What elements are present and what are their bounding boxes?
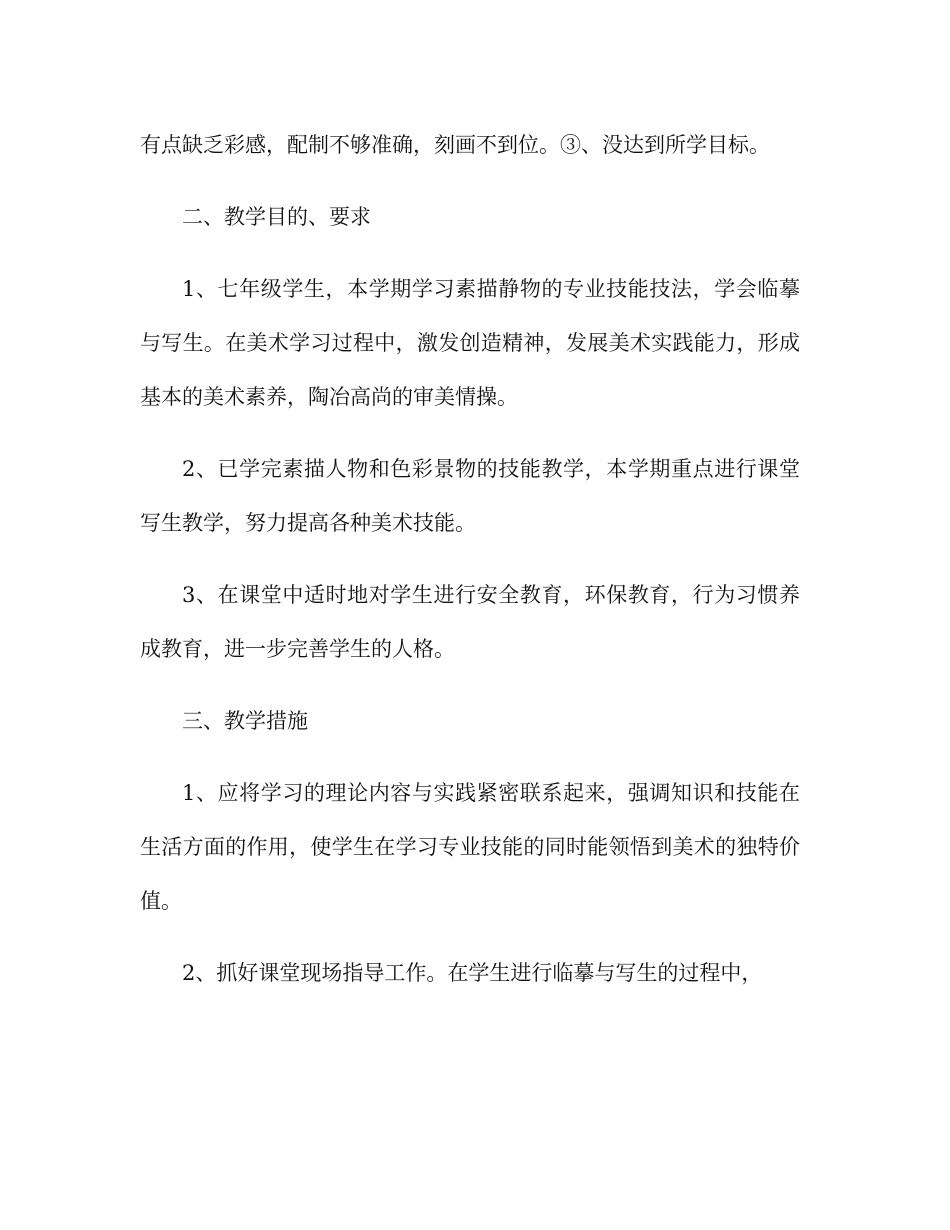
- paragraph-measure-2: 2、抓好课堂现场指导工作。在学生进行临摹与写生的过程中，: [182, 961, 763, 985]
- section-heading-measures: 三、教学措施: [182, 709, 308, 733]
- section-heading-objectives: 二、教学目的、要求: [182, 205, 371, 229]
- paragraph-objective-2: 2、已学完素描人物和色彩景物的技能教学，本学期重点进行课堂写生教学，努力提高各种美术技能。: [140, 457, 800, 535]
- paragraph-objective-1: 1、七年级学生，本学期学习素描静物的专业技能技法，学会临摹与写生。在美术学习过程中，激发创造精神，发展美术实践能力，形成基本的美术素养，陶冶高尚的审美情操。: [140, 277, 800, 409]
- document-body: [140, 118, 800, 1000]
- paragraph-continuation: 有点缺乏彩感，配制不够准确，刻画不到位。③、没达到所学目标。: [140, 133, 770, 157]
- paragraph-objective-3: 3、在课堂中适时地对学生进行安全教育，环保教育，行为习惯养成教育，进一步完善学生的人格。: [140, 583, 800, 661]
- paragraph-measure-1: 1、应将学习的理论内容与实践紧密联系起来，强调知识和技能在生活方面的作用，使学生在学习专业技能的同时能领悟到美术的独特价值。: [140, 781, 800, 913]
